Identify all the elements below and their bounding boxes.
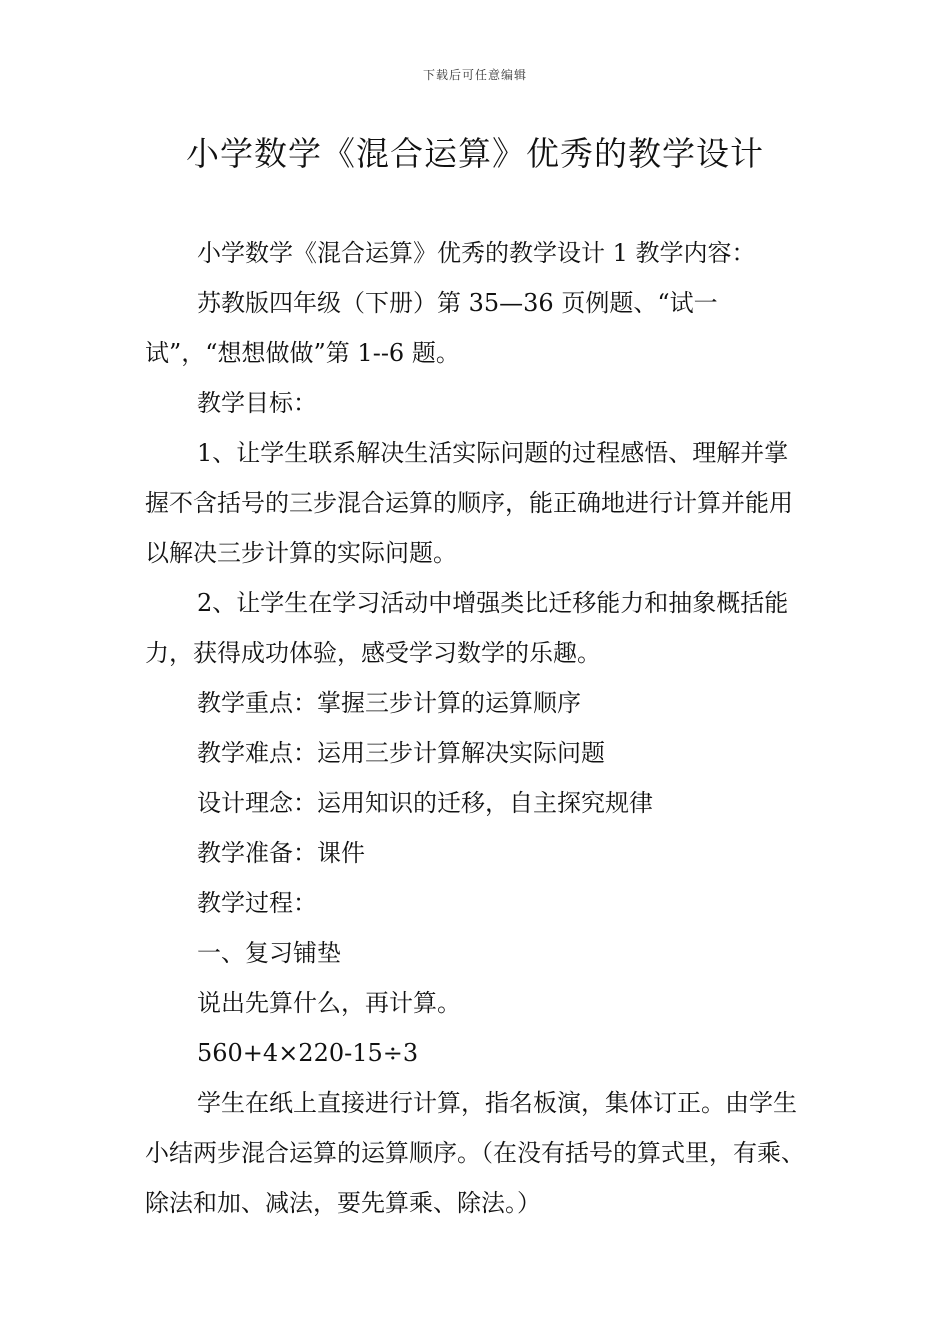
paragraph-instruction: 说出先算什么，再计算。 <box>197 989 461 1017</box>
header-note: 下载后可任意编辑 <box>422 68 527 82</box>
paragraph-difficulty: 教学难点：运用三步计算解决实际问题 <box>197 739 605 767</box>
paragraph-process-heading: 教学过程： <box>197 889 317 917</box>
paragraph-expression: 560+4×220-15÷3 <box>197 1039 419 1067</box>
paragraph-design-concept: 设计理念：运用知识的迁移，自主探究规律 <box>197 789 653 817</box>
paragraph-objective-2: 2、让学生在学习活动中增强类比迁移能力和抽象概括能力，获得成功体验，感受学习数学的乐趣。 <box>145 589 789 667</box>
paragraph-summary: 学生在纸上直接进行计算，指名板演，集体订正。由学生小结两步混合运算的运算顺序。（在没有括号的算式里，有乘、除法和加、减法，要先算乘、除法。） <box>145 1089 805 1217</box>
paragraph-section-1: 一、复习铺垫 <box>197 939 341 967</box>
paragraph-intro: 小学数学《混合运算》优秀的教学设计 1 教学内容： <box>197 239 756 267</box>
paragraph-objectives-heading: 教学目标： <box>197 389 317 417</box>
paragraph-content: 苏教版四年级（下册）第 35—36 页例题、“试一试”，“想想做做”第 1--6 题。 <box>145 289 718 367</box>
paragraph-preparation: 教学准备：课件 <box>197 839 365 867</box>
document-body <box>145 228 810 1228</box>
document-title: 小学数学《混合运算》优秀的教学设计 <box>186 134 764 173</box>
paragraph-objective-1: 1、让学生联系解决生活实际问题的过程感悟、理解并掌握不含括号的三步混合运算的顺序，能正确地进行计算并能用以解决三步计算的实际问题。 <box>145 439 793 567</box>
paragraph-key-point: 教学重点：掌握三步计算的运算顺序 <box>197 689 581 717</box>
